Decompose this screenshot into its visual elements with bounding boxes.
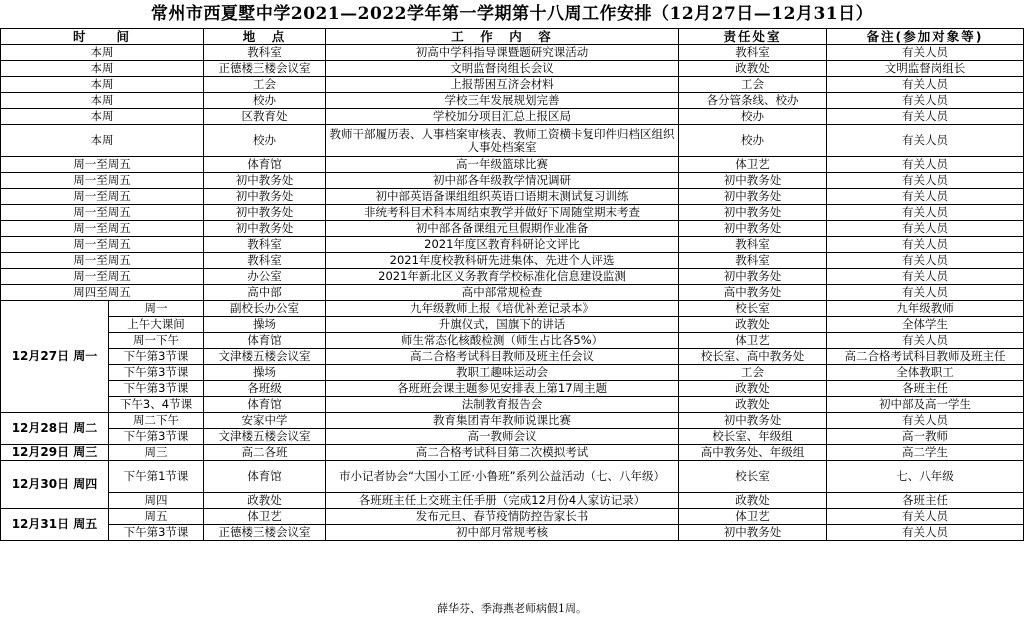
table-row — [1, 61, 1024, 77]
place-cell: 初中教务处 — [204, 189, 326, 205]
header-row — [1, 29, 1024, 45]
table-row — [1, 253, 1024, 269]
table-row — [1, 205, 1024, 221]
table-row — [1, 525, 1024, 541]
table-row — [1, 285, 1024, 301]
time-cell: 周一至周五 — [1, 269, 204, 285]
place-cell: 体育馆 — [204, 397, 326, 413]
note-cell: 有关人员 — [827, 525, 1024, 541]
note-cell: 有关人员 — [827, 157, 1024, 173]
content-cell: 非统考科目术科本周结束教学并做好下周随堂期末考查 — [326, 205, 679, 221]
table-row — [1, 445, 1024, 461]
content-cell: 文明监督岗组长会议 — [326, 61, 679, 77]
content-cell: 高一年级篮球比赛 — [326, 157, 679, 173]
note-cell: 高二学生 — [827, 445, 1024, 461]
dept-cell: 校办 — [679, 125, 827, 157]
time-cell: 上午大课间 — [109, 317, 204, 333]
place-cell: 教科室 — [204, 45, 326, 61]
table-row — [1, 301, 1024, 317]
content-cell: 教育集团青年教师说课比赛 — [326, 413, 679, 429]
place-cell: 体卫艺 — [204, 509, 326, 525]
table-row — [1, 173, 1024, 189]
dept-cell: 初中教务处 — [679, 525, 827, 541]
content-cell: 市小记者协会“大国小工匠·小鲁班”系列公益活动（七、八年级） — [326, 461, 679, 493]
place-cell: 文津楼五楼会议室 — [204, 429, 326, 445]
content-cell: 高一教师会议 — [326, 429, 679, 445]
time-cell: 下午第3节课 — [109, 365, 204, 381]
content-cell: 2021年度区教育科研论文评比 — [326, 237, 679, 253]
header-content: 工 作 内 容 — [326, 29, 679, 45]
time-cell: 周一下午 — [109, 333, 204, 349]
dept-cell: 高中教务处、年级组 — [679, 445, 827, 461]
note-cell: 有关人员 — [827, 45, 1024, 61]
content-cell: 各班班主任上交班主任手册（完成12月份4人家访记录） — [326, 493, 679, 509]
table-row — [1, 397, 1024, 413]
dept-cell: 初中教务处 — [679, 189, 827, 205]
note-cell: 有关人员 — [827, 205, 1024, 221]
time-cell: 本周 — [1, 77, 204, 93]
time-cell: 本周 — [1, 93, 204, 109]
time-cell: 本周 — [1, 61, 204, 77]
table-row — [1, 157, 1024, 173]
dept-cell: 教科室 — [679, 237, 827, 253]
place-cell: 高二各班 — [204, 445, 326, 461]
note-cell: 有关人员 — [827, 221, 1024, 237]
dept-cell: 政教处 — [679, 61, 827, 77]
place-cell: 体育馆 — [204, 157, 326, 173]
time-cell: 周二下午 — [109, 413, 204, 429]
content-cell: 教师干部履历表、人事档案审核表、教师工资横卡复印件归档区组织人事处档案室 — [326, 125, 679, 157]
dept-cell: 工会 — [679, 365, 827, 381]
table-row — [1, 125, 1024, 157]
note-cell: 有关人员 — [827, 109, 1024, 125]
place-cell: 操场 — [204, 365, 326, 381]
place-cell: 校办 — [204, 125, 326, 157]
table-row — [1, 349, 1024, 365]
header-time: 时 间 — [1, 29, 204, 45]
date-cell: 12月30日 周四 — [1, 461, 109, 509]
date-cell: 12月31日 周五 — [1, 509, 109, 541]
place-cell: 文津楼五楼会议室 — [204, 349, 326, 365]
dept-cell: 政教处 — [679, 397, 827, 413]
place-cell: 办公室 — [204, 269, 326, 285]
time-cell: 本周 — [1, 45, 204, 61]
dept-cell: 校长室 — [679, 461, 827, 493]
note-cell: 全体教职工 — [827, 365, 1024, 381]
time-cell: 周一至周五 — [1, 189, 204, 205]
dept-cell: 校长室 — [679, 301, 827, 317]
table-row — [1, 493, 1024, 509]
header-dept: 责任处室 — [679, 29, 827, 45]
time-cell: 周三 — [109, 445, 204, 461]
time-cell: 下午第3节课 — [109, 429, 204, 445]
dept-cell: 体卫艺 — [679, 157, 827, 173]
place-cell: 教科室 — [204, 237, 326, 253]
date-cell: 12月27日 周一 — [1, 301, 109, 413]
table-row — [1, 109, 1024, 125]
content-cell: 师生常态化核酸检测（师生占比各5%） — [326, 333, 679, 349]
header-note: 备注(参加对象等) — [827, 29, 1024, 45]
note-cell: 各班主任 — [827, 381, 1024, 397]
place-cell: 操场 — [204, 317, 326, 333]
place-cell: 副校长办公室 — [204, 301, 326, 317]
place-cell: 体育馆 — [204, 333, 326, 349]
content-cell: 初中部英语备课组组织英语口语期末测试复习训练 — [326, 189, 679, 205]
dept-cell: 校长室、高中教务处 — [679, 349, 827, 365]
note-cell: 高二合格考试科目教师及班主任 — [827, 349, 1024, 365]
note-cell: 有关人员 — [827, 509, 1024, 525]
content-cell: 初高中学科指导课暨题研究课活动 — [326, 45, 679, 61]
time-cell: 下午第3节课 — [109, 381, 204, 397]
note-cell: 有关人员 — [827, 285, 1024, 301]
time-cell: 下午第3节课 — [109, 349, 204, 365]
dept-cell: 教科室 — [679, 253, 827, 269]
dept-cell: 初中教务处 — [679, 413, 827, 429]
content-cell: 初中部各备课组元旦假期作业准备 — [326, 221, 679, 237]
dept-cell: 初中教务处 — [679, 205, 827, 221]
content-cell: 2021年新北区义务教育学校标准化信息建设监测 — [326, 269, 679, 285]
place-cell: 初中教务处 — [204, 173, 326, 189]
content-cell: 初中部各年级教学情况调研 — [326, 173, 679, 189]
table-row — [1, 365, 1024, 381]
note-cell: 有关人员 — [827, 269, 1024, 285]
content-cell: 教职工趣味运动会 — [326, 365, 679, 381]
note-cell: 初中部及高一学生 — [827, 397, 1024, 413]
content-cell: 初中部月常规考核 — [326, 525, 679, 541]
time-cell: 周一至周五 — [1, 237, 204, 253]
dept-cell: 政教处 — [679, 381, 827, 397]
place-cell: 工会 — [204, 77, 326, 93]
table-row — [1, 381, 1024, 397]
note-cell: 九年级教师 — [827, 301, 1024, 317]
content-cell: 法制教育报告会 — [326, 397, 679, 413]
note-cell: 有关人员 — [827, 77, 1024, 93]
note-cell: 有关人员 — [827, 173, 1024, 189]
note-cell: 高一教师 — [827, 429, 1024, 445]
time-cell: 周四至周五 — [1, 285, 204, 301]
dept-cell: 各分管条线、校办 — [679, 93, 827, 109]
table-row — [1, 333, 1024, 349]
place-cell: 政教处 — [204, 493, 326, 509]
dept-cell: 校长室、年级组 — [679, 429, 827, 445]
note-cell: 七、八年级 — [827, 461, 1024, 493]
dept-cell: 政教处 — [679, 493, 827, 509]
content-cell: 九年级教师上报《培优补差记录本》 — [326, 301, 679, 317]
note-cell: 文明监督岗组长 — [827, 61, 1024, 77]
table-row — [1, 413, 1024, 429]
schedule-table — [0, 28, 1024, 541]
note-cell: 有关人员 — [827, 253, 1024, 269]
place-cell: 体育馆 — [204, 461, 326, 493]
note-cell: 有关人员 — [827, 189, 1024, 205]
time-cell: 下午第1节课 — [109, 461, 204, 493]
content-cell: 学校三年发展规划完善 — [326, 93, 679, 109]
table-row — [1, 189, 1024, 205]
time-cell: 周一至周五 — [1, 221, 204, 237]
content-cell: 上报帮困互济会材料 — [326, 77, 679, 93]
table-row — [1, 317, 1024, 333]
table-row — [1, 461, 1024, 493]
table-row — [1, 429, 1024, 445]
note-cell: 有关人员 — [827, 237, 1024, 253]
date-cell: 12月29日 周三 — [1, 445, 109, 461]
time-cell: 周一至周五 — [1, 157, 204, 173]
place-cell: 校办 — [204, 93, 326, 109]
note-cell: 有关人员 — [827, 413, 1024, 429]
dept-cell: 高中教务处 — [679, 285, 827, 301]
table-row — [1, 221, 1024, 237]
table-row — [1, 93, 1024, 109]
content-cell: 2021年度校教科研先进集体、先进个人评选 — [326, 253, 679, 269]
place-cell: 各班级 — [204, 381, 326, 397]
note-cell: 有关人员 — [827, 333, 1024, 349]
content-cell: 高中部常规检查 — [326, 285, 679, 301]
note-cell: 有关人员 — [827, 125, 1024, 157]
content-cell: 升旗仪式，国旗下的讲话 — [326, 317, 679, 333]
place-cell: 初中教务处 — [204, 205, 326, 221]
dept-cell: 初中教务处 — [679, 221, 827, 237]
place-cell: 正德楼三楼会议室 — [204, 525, 326, 541]
time-cell: 下午第3节课 — [109, 525, 204, 541]
time-cell: 周五 — [109, 509, 204, 525]
table-row — [1, 269, 1024, 285]
time-cell: 周一至周五 — [1, 173, 204, 189]
place-cell: 高中部 — [204, 285, 326, 301]
content-cell: 各班班会课主题参见安排表上第17周主题 — [326, 381, 679, 397]
content-cell: 高二合格考试科目第二次模拟考试 — [326, 445, 679, 461]
time-cell: 周四 — [109, 493, 204, 509]
dept-cell: 初中教务处 — [679, 173, 827, 189]
page-title: 常州市西夏墅中学2021—2022学年第一学期第十八周工作安排（12月27日—12月31日） — [150, 4, 874, 24]
place-cell: 区教育处 — [204, 109, 326, 125]
dept-cell: 校办 — [679, 109, 827, 125]
table-row — [1, 77, 1024, 93]
time-cell: 下午3、4节课 — [109, 397, 204, 413]
table-row — [1, 45, 1024, 61]
time-cell: 本周 — [1, 109, 204, 125]
dept-cell: 教科室 — [679, 45, 827, 61]
time-cell: 本周 — [1, 125, 204, 157]
place-cell: 教科室 — [204, 253, 326, 269]
dept-cell: 工会 — [679, 77, 827, 93]
content-cell: 学校加分项目汇总上报区局 — [326, 109, 679, 125]
place-cell: 安家中学 — [204, 413, 326, 429]
dept-cell: 初中教务处 — [679, 269, 827, 285]
date-cell: 12月28日 周二 — [1, 413, 109, 445]
header-place: 地 点 — [204, 29, 326, 45]
table-row — [1, 509, 1024, 525]
note-cell: 全体学生 — [827, 317, 1024, 333]
table-row — [1, 237, 1024, 253]
dept-cell: 体卫艺 — [679, 509, 827, 525]
footnote: 薛华芬、季海燕老师病假1周。 — [437, 602, 587, 615]
time-cell: 周一至周五 — [1, 205, 204, 221]
dept-cell: 政教处 — [679, 317, 827, 333]
time-cell: 周一 — [109, 301, 204, 317]
content-cell: 高二合格考试科目教师及班主任会议 — [326, 349, 679, 365]
time-cell: 周一至周五 — [1, 253, 204, 269]
note-cell: 各班主任 — [827, 493, 1024, 509]
content-cell: 发布元旦、春节疫情防控告家长书 — [326, 509, 679, 525]
place-cell: 正德楼三楼会议室 — [204, 61, 326, 77]
place-cell: 初中教务处 — [204, 221, 326, 237]
note-cell: 有关人员 — [827, 93, 1024, 109]
dept-cell: 体卫艺 — [679, 333, 827, 349]
